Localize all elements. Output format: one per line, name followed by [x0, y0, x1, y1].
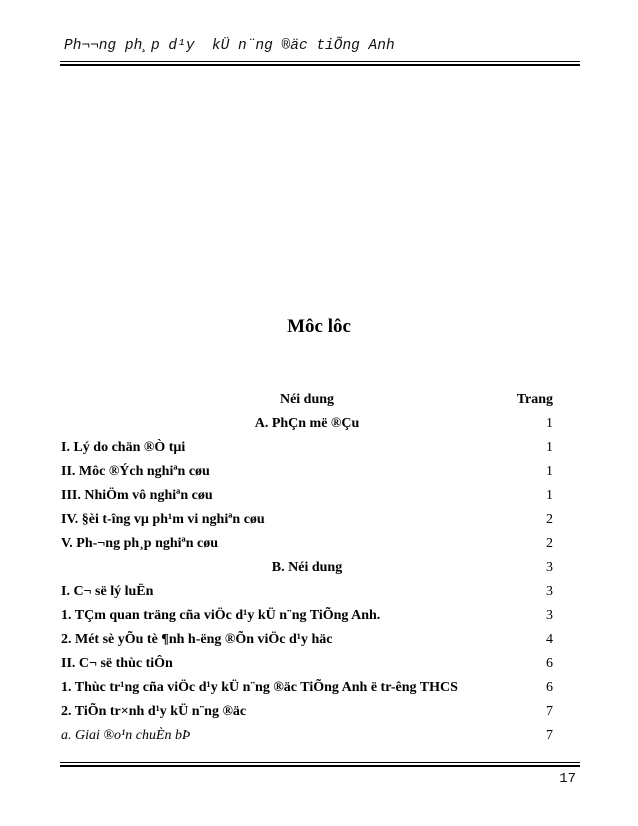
toc-section-heading: [61, 556, 553, 580]
page-column-header: Trang: [516, 392, 553, 407]
toc-entry-text: a. Giai ®o¹n chuÈn bÞ: [61, 728, 191, 743]
toc-entry-page: 7: [546, 728, 553, 743]
toc-entry: [61, 460, 553, 484]
toc-entry-text: I. Lý do chän ®Ò tµi: [61, 440, 186, 455]
content-column-header: Néi dung: [279, 392, 335, 407]
toc-entry-text: 2. TiÕn tr×nh d¹y kÜ n¨ng ®äc: [61, 704, 247, 719]
toc-entry: [61, 604, 553, 628]
header-rule: [60, 61, 580, 66]
toc-entry-text: A. PhÇn më ®Çu: [254, 416, 360, 431]
toc-entry-page: 3: [546, 560, 553, 575]
toc-entry: [61, 508, 553, 532]
toc-entry-page: 3: [546, 584, 553, 599]
toc-entry-page: 2: [546, 536, 553, 551]
toc-entry: [61, 436, 553, 460]
toc-entry-page: 1: [546, 416, 553, 431]
toc-entry: [61, 652, 553, 676]
toc-entry-page: 1: [546, 440, 553, 455]
toc-entry-text: V. Ph-¬ng ph¸p nghiªn cøu: [61, 536, 219, 551]
toc-entry-text: 2. Mét sè yÕu tè ¶nh h-ëng ®Õn viÖc d¹y häc: [61, 632, 333, 647]
toc-entry-page: 1: [546, 464, 553, 479]
toc-entry-page: 6: [546, 680, 553, 695]
toc-entry-page: 2: [546, 512, 553, 527]
toc-entry: [61, 580, 553, 604]
toc-entry-page: 6: [546, 656, 553, 671]
toc-entry-text: II. C¬ së thùc tiÔn: [61, 656, 173, 671]
toc-section-heading: [61, 412, 553, 436]
toc-entry-text: 1. TÇm quan träng cña viÖc d¹y kÜ n¨ng TiÕng Anh.: [61, 608, 381, 623]
toc-entry: [61, 724, 553, 748]
toc-entry: [61, 484, 553, 508]
toc-entry-text: 1. Thùc tr¹ng cña viÖc d¹y kÜ n¨ng ®äc TiÕng Anh ë tr-êng THCS: [61, 680, 458, 695]
toc-entry-text: I. C¬ së lý luËn: [61, 584, 154, 599]
toc-title: Môc lôc: [287, 316, 351, 337]
toc-entry: [61, 676, 553, 700]
toc-column-headers: [61, 388, 553, 412]
toc-entry: [61, 532, 553, 556]
toc-entry-page: 3: [546, 608, 553, 623]
toc-entry: [61, 628, 553, 652]
running-header: Ph¬¬ng ph¸p d¹y kÜ n¨ng ®äc tiÕng Anh: [64, 38, 395, 54]
toc-entry-page: 4: [546, 632, 553, 647]
toc-entry-text: III. NhiÖm vô nghiªn cøu: [61, 488, 213, 503]
toc-entry-text: IV. §èi t-îng vµ ph¹m vi nghiªn cøu: [61, 512, 265, 527]
toc-entry-page: 1: [546, 488, 553, 503]
footer-rule: [60, 762, 580, 767]
toc-entry: [61, 700, 553, 724]
table-of-contents: [61, 388, 553, 748]
toc-entry-text: II. Môc ®Ých nghiªn cøu: [61, 464, 210, 479]
page-number: 17: [559, 771, 576, 787]
toc-entry-text: B. Néi dung: [271, 560, 343, 575]
toc-entry-page: 7: [546, 704, 553, 719]
